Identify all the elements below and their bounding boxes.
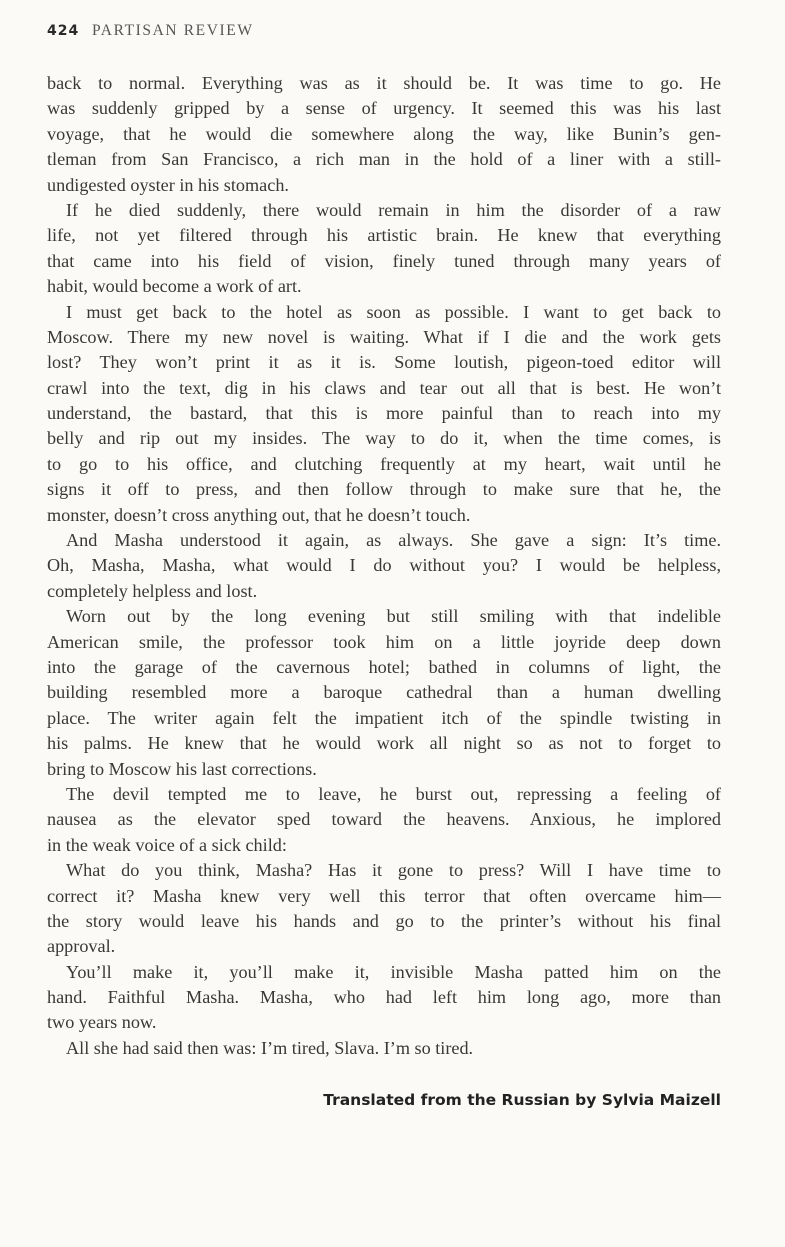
- text-line: correct it? Masha knew very well this terror that often overcame him—: [47, 885, 721, 906]
- journal-title: PARTISAN REVIEW: [91, 22, 254, 39]
- translator-credit: Translated from the Russian by Sylvia Maizell: [323, 1091, 721, 1109]
- text-line: approval.: [47, 936, 116, 957]
- running-header: [47, 22, 254, 40]
- text-line: was suddenly gripped by a sense of urgency. It seemed this was his last: [47, 98, 721, 119]
- text-line: place. The writer again felt the impatient itch of the spindle twisting in: [47, 707, 721, 728]
- text-line: undigested oyster in his stomach.: [47, 174, 289, 195]
- text-line: in the weak voice of a sick child:: [47, 834, 287, 855]
- text-line: lost? They won’t print it as it is. Some loutish, pigeon-toed editor will: [47, 352, 721, 373]
- text-line: tleman from San Francisco, a rich man in the hold of a liner with a still-: [47, 149, 721, 170]
- text-line: Worn out by the long evening but still smiling with that indelible: [66, 606, 721, 627]
- text-line: to go to his office, and clutching frequently at my heart, wait until he: [47, 453, 721, 474]
- paragraph: [47, 782, 721, 858]
- text-line: What do you think, Masha? Has it gone to press? Will I have time to: [66, 860, 721, 881]
- text-line: And Masha understood it again, as always. She gave a sign: It’s time.: [66, 530, 721, 551]
- text-line: crawl into the text, dig in his claws and tear out all that is best. He won’t: [47, 377, 721, 398]
- text-line: signs it off to press, and then follow through to make sure that he, the: [47, 479, 721, 500]
- text-line: Oh, Masha, Masha, what would I do without you? I would be helpless,: [47, 555, 721, 576]
- paragraph: [47, 528, 721, 604]
- text-line: You’ll make it, you’ll make it, invisible Masha patted him on the: [66, 961, 721, 982]
- text-line: two years now.: [47, 1012, 157, 1033]
- text-line: belly and rip out my insides. The way to do it, when the time comes, is: [47, 428, 721, 449]
- text-line: Moscow. There my new novel is waiting. What if I die and the work gets: [47, 326, 721, 347]
- text-line: nausea as the elevator sped toward the heavens. Anxious, he implored: [47, 809, 721, 830]
- paragraph: [47, 960, 721, 1036]
- body-text: [47, 71, 721, 1061]
- text-line: completely helpless and lost.: [47, 580, 258, 601]
- text-line: habit, would become a work of art.: [47, 276, 302, 297]
- text-line: into the garage of the cavernous hotel; bathed in columns of light, the: [47, 656, 721, 677]
- paragraph: [47, 71, 721, 198]
- text-line: back to normal. Everything was as it should be. It was time to go. He: [47, 73, 721, 93]
- paragraph: [47, 300, 721, 529]
- paragraph: [47, 604, 721, 782]
- text-line: hand. Faithful Masha. Masha, who had left him long ago, more than: [47, 987, 721, 1008]
- text-line: I must get back to the hotel as soon as possible. I want to get back to: [66, 301, 721, 322]
- text-line: life, not yet filtered through his artistic brain. He knew that everything: [47, 225, 721, 246]
- text-line: American smile, the professor took him on a little joyride deep down: [47, 631, 721, 652]
- text-line: building resembled more a baroque cathedral than a human dwelling: [47, 682, 721, 703]
- page-number: 424: [47, 23, 80, 39]
- paragraph: [47, 198, 721, 300]
- text-line: the story would leave his hands and go to the printer’s without his final: [47, 910, 721, 931]
- text-line: If he died suddenly, there would remain in him the disorder of a raw: [66, 199, 721, 220]
- text-line: understand, the bastard, that this is more painful than to reach into my: [47, 403, 721, 424]
- text-line: his palms. He knew that he would work all night so as not to forget to: [47, 733, 721, 754]
- text-line: that came into his field of vision, finely tuned through many years of: [47, 250, 721, 271]
- text-line: The devil tempted me to leave, he burst out, repressing a feeling of: [66, 783, 721, 804]
- text-line: bring to Moscow his last corrections.: [47, 758, 317, 779]
- text-line: monster, doesn’t cross anything out, that he doesn’t touch.: [47, 504, 471, 525]
- paragraph: [47, 858, 721, 960]
- paragraph: [47, 1036, 721, 1061]
- text-line: All she had said then was: I’m tired, Slava. I’m so tired.: [66, 1037, 474, 1058]
- text-line: voyage, that he would die somewhere along the way, like Bunin’s gen-: [47, 123, 721, 144]
